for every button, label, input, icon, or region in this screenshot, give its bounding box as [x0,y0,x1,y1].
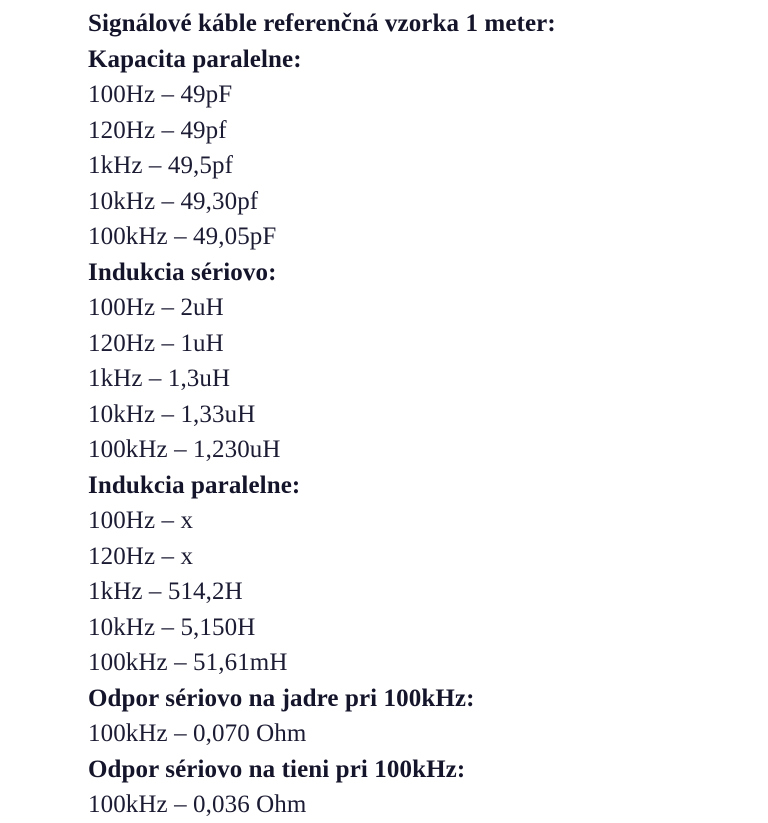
measurement-line: 100kHz – 0,036 Ohm [88,791,307,818]
section-heading-resistance-shield: Odpor sériovo na tieni pri 100kHz: [88,755,466,783]
measurement-line: 100kHz – 0,070 Ohm [88,720,307,747]
measurement-line: 100Hz – 49pF [88,81,233,108]
measurement-line: 1kHz – 49,5pf [88,152,234,179]
measurement-line: 100Hz – x [88,507,194,534]
section-heading-resistance-core: Odpor sériovo na jadre pri 100kHz: [88,684,475,712]
section-heading-capacitance-parallel: Kapacita paralelne: [88,45,302,73]
measurement-line: 120Hz – x [88,542,194,570]
section-heading-inductance-parallel: Indukcia paralelne: [88,471,301,499]
measurement-line: 100kHz – 49,05pF [88,223,277,250]
measurement-line: 10kHz – 5,150H [88,613,256,641]
document-heading: Signálové káble referenčná vzorka 1 meter: [88,10,556,37]
measurement-line: 1kHz – 1,3uH [88,365,231,392]
measurement-line: 1kHz – 514,2H [88,578,243,605]
measurement-line: 100Hz – 2uH [88,294,224,321]
section-heading-inductance-series: Indukcia sériovo: [88,258,277,286]
measurement-line: 100kHz – 1,230uH [88,436,281,463]
measurement-line: 120Hz – 1uH [88,329,224,357]
measurement-line: 10kHz – 1,33uH [88,400,256,428]
measurement-line: 100kHz – 51,61mH [88,649,288,676]
measurement-line: 120Hz – 49pf [88,116,227,144]
measurement-line: 10kHz – 49,30pf [88,187,259,215]
